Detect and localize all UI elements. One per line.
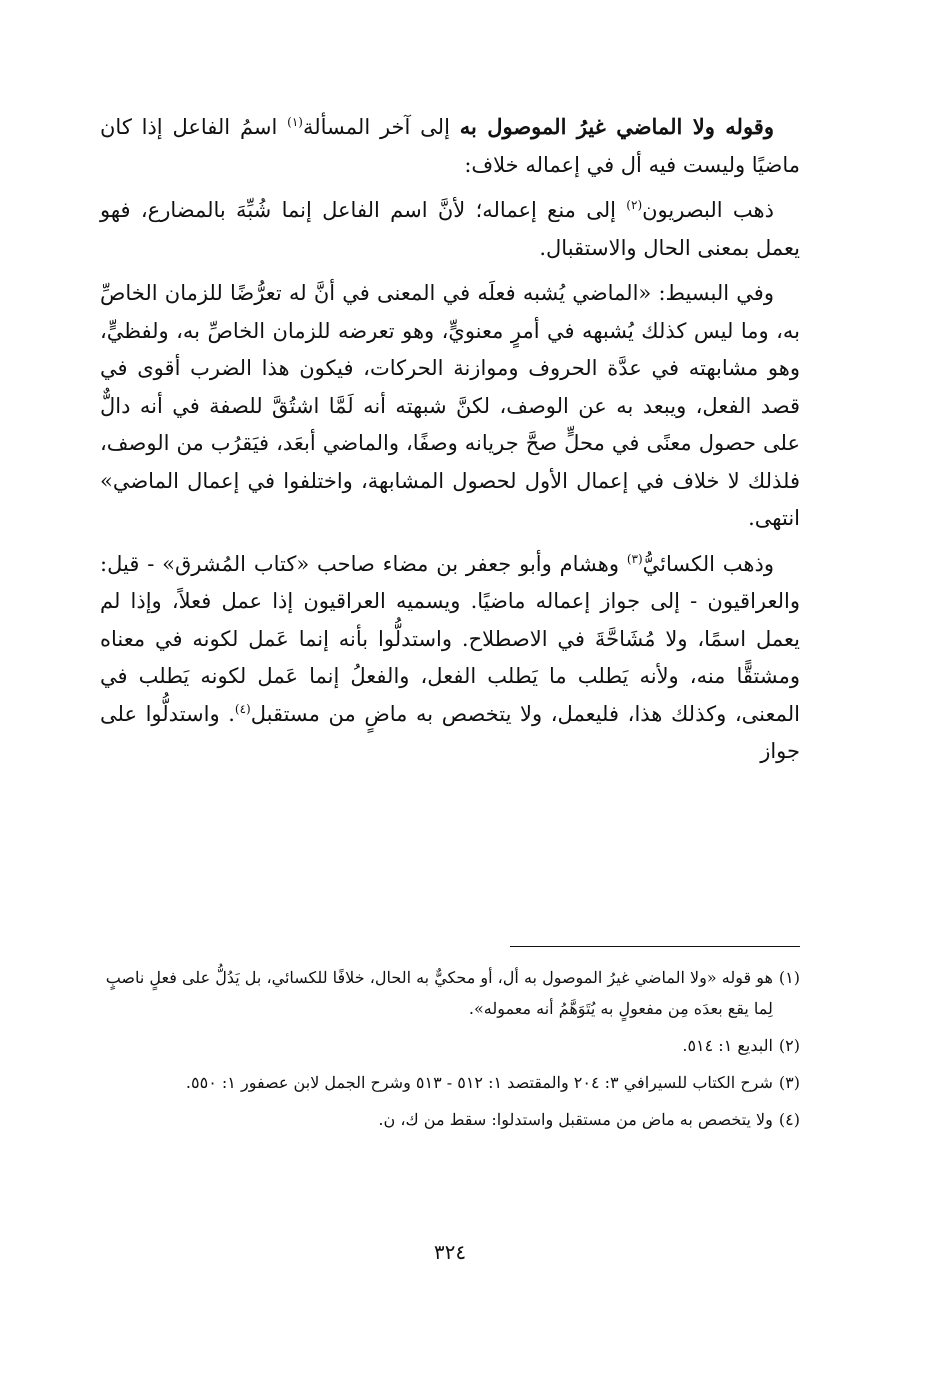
paragraph-2-text-b: إلى منع إعماله؛ لأنَّ اسم الفاعل إنما شُبِّهَ بالمضارع، فهو يعمل بمعنى الحال والاستقبال. [100,198,800,260]
paragraph-2 [100,192,800,267]
paragraph-4-text-c: . واستدلُّوا على جواز [100,701,800,763]
footnote-number: (١) [778,968,800,987]
paragraph-1-text-b: اسمُ الفاعل إذا كان ماضيًا وليست فيه أل في إعماله خلاف: [100,115,800,177]
paragraph-4 [100,546,800,771]
paragraph-2-text-a: ذهب البصريون [642,198,774,222]
document-page [100,0,800,1377]
footnote-text: هو قوله «ولا الماضي غيرُ الموصول به أل، أو محكيٌّ به الحال، خلافًا للكسائي، بل يَدُلُّ على فعلٍ ناصبٍ لِما يقع بعدَه مِن مفعولٍ به يُتَوَهَّمُ أنه معموله». [105,968,773,1018]
paragraph-3-text: وفي البسيط: «الماضي يُشبه فعلَه في المعنى في أنَّ له تعرُّضًا للزمان الخاصِّ به، وما ليس كذلك يُشبهه في أمرٍ معنويٍّ، وهو تعرضه للزمان الخاصِّ به، ولفظيٍّ، وهو مشابهته في عدَّة الحروف وموازنة الحركات، فيكون هذا الضرب أقوى في قصد الفعل، ويبعد به عن الوصف، لكنَّ شبهته أنه لَمَّا اشتُقَّ للصفة في أنه دالٌّ على حصول معنًى في محلٍّ صحَّ جريانه وصفًا، والماضي أبعَد، فيَقرُب من الوصف، فلذلك لا خلاف في إعمال الأول لحصول المشابهة، واختلفوا في إعمال الماضي» انتهى. [100,281,800,530]
footnote-3 [100,1067,800,1098]
footnote-ref-3[interactable]: (٣) [626,551,643,566]
footnote-2 [100,1030,800,1061]
footnote-ref-4[interactable]: (٤) [234,701,251,716]
paragraph-1-text-a: إلى آخر المسألة [302,115,460,139]
footnote-number: (٤) [778,1110,800,1129]
footnote-text: شرح الكتاب للسيرافي ٣: ٢٠٤ والمقتصد ١: ٥١٢ - ٥١٣ وشرح الجمل لابن عصفور ١: ٥٥٠. [185,1073,773,1092]
quoted-phrase: وقوله ولا الماضي غيرُ الموصول به [459,114,774,139]
footnote-ref-1[interactable]: (١) [287,115,303,129]
footnote-text: البديع ١: ٥١٤. [682,1036,773,1055]
paragraph-4-text-a: وذهب الكسائيُّ [642,551,774,576]
footnote-divider [510,946,800,947]
footnote-1 [100,962,800,1024]
footnote-number: (٣) [778,1073,800,1092]
page-number: ٣٢٤ [433,1240,467,1264]
footnote-ref-2[interactable]: (٢) [626,198,643,212]
paragraph-1 [100,108,800,184]
footnote-4 [100,1104,800,1135]
footnote-number: (٢) [778,1036,800,1055]
paragraph-3 [100,275,800,538]
main-text [100,108,800,779]
footnotes [100,962,800,1141]
paragraph-4-text-b: وهشام وأبو جعفر بن مضاء صاحب «كتاب المُشرق» - قيل: والعراقيون - إلى جواز إعماله ماضيًا. ويسميه العراقيون إذا عمل فعلاً، وإذا لم يعمل اسمًا، ولا مُشَاحَّةَ في الاصطلاح. واستدلُّوا بأنه إنما عَمل لكونه في معناه ومشتقًّا منه، ولأنه يَطلب ما يَطلب الفعل، والفعلُ إنما عَمل لكونه يَطلب في المعنى، وكذلك هذا، فليعمل، ولا يتخصص به ماضٍ من مستقبل [100,551,800,726]
footnote-text: ولا يتخصص به ماض من مستقبل واستدلوا: سقط من ك، ن. [378,1110,773,1129]
